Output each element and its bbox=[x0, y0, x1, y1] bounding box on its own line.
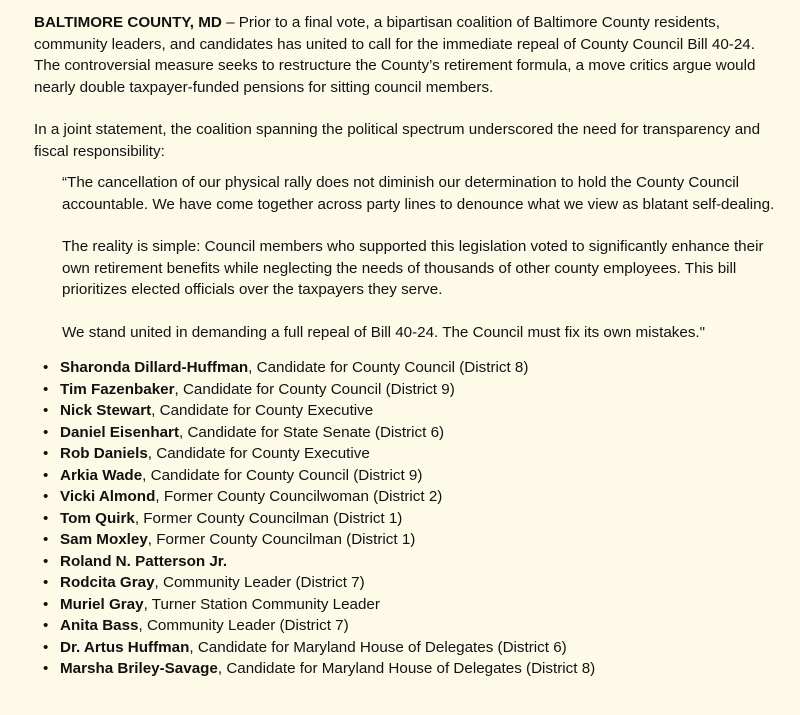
signer-name: Vicki Almond bbox=[60, 488, 156, 505]
signer-name: Daniel Eisenhart bbox=[60, 423, 180, 441]
signer-item bbox=[43, 465, 782, 487]
signer-name: Rodcita Gray bbox=[60, 574, 155, 591]
signers-list bbox=[34, 357, 782, 680]
quote-paragraph: The reality is simple: Council members who supported this legislation voted to significantly enhance their own retirement benefits while neglecting the needs of thousands of other county employees. This bill prioritizes elected officials over the taxpayers they serve. bbox=[62, 238, 764, 298]
signer-item bbox=[43, 508, 782, 530]
bullet-icon: • bbox=[43, 359, 49, 376]
signer-role: , Candidate for Maryland House of Delegates (District 6) bbox=[189, 638, 567, 656]
signer-name: Tom Quirk bbox=[60, 509, 135, 527]
bullet-icon: • bbox=[43, 423, 49, 441]
dateline: BALTIMORE COUNTY, MD bbox=[34, 14, 222, 31]
signer-item bbox=[43, 572, 782, 594]
signer-name: Arkia Wade bbox=[60, 466, 143, 484]
signer-role: , Candidate for County Council (District 9) bbox=[142, 466, 423, 484]
signer-role: , Turner Station Community Leader bbox=[143, 595, 380, 613]
signer-name: Rob Daniels bbox=[60, 445, 148, 462]
bullet-icon: • bbox=[43, 574, 49, 591]
signer-item bbox=[43, 551, 782, 573]
signer-role: , Former County Councilwoman (District 2) bbox=[155, 488, 443, 505]
lede-paragraph bbox=[34, 12, 782, 98]
signer-name: Marsha Briley-Savage bbox=[60, 660, 218, 677]
lede-text: – Prior to a final vote, a bipartisan coalition of Baltimore County residents, community leaders, and candidates has united to call for the immediate repeal of County Council Bill 40-24. The controversial measure seeks to restructure the County’s retirement formula, a move critics argue would nearly double taxpayer-funded pensions for sitting council members. bbox=[34, 14, 756, 96]
signer-role: , Candidate for State Senate (District 6) bbox=[179, 423, 445, 441]
signer-name: Anita Bass bbox=[60, 617, 139, 634]
signer-item bbox=[43, 637, 782, 659]
signer-item bbox=[43, 658, 782, 680]
signer-name: Dr. Artus Huffman bbox=[60, 638, 190, 656]
quote-paragraph: We stand united in demanding a full repeal of Bill 40-24. The Council must fix its own mistakes." bbox=[62, 323, 706, 341]
bullet-icon: • bbox=[43, 380, 49, 398]
bullet-icon: • bbox=[43, 488, 49, 505]
signer-name: Sharonda Dillard-Huffman bbox=[60, 359, 249, 376]
signer-role: , Former County Councilman (District 1) bbox=[147, 531, 416, 548]
signer-role: , Former County Councilman (District 1) bbox=[134, 509, 403, 527]
joint-statement-quote bbox=[62, 172, 782, 343]
intro-paragraph: In a joint statement, the coalition spanning the political spectrum underscored the need for transparency and fiscal responsibility: bbox=[34, 121, 761, 160]
bullet-icon: • bbox=[43, 595, 49, 613]
signer-item bbox=[43, 400, 782, 422]
signer-item bbox=[43, 594, 782, 616]
signer-role: , Candidate for County Executive bbox=[147, 445, 370, 462]
signer-item bbox=[43, 443, 782, 465]
signer-role: , Candidate for Maryland House of Delegates (District 8) bbox=[217, 660, 596, 677]
signer-name: Muriel Gray bbox=[60, 595, 144, 613]
bullet-icon: • bbox=[43, 531, 49, 548]
bullet-icon: • bbox=[43, 660, 49, 677]
signer-name: Sam Moxley bbox=[60, 531, 148, 548]
quote-paragraph: “The cancellation of our physical rally does not diminish our determination to hold the County Council accountable. We have come together across party lines to denounce what we view as blatant self-dealing. bbox=[62, 174, 775, 213]
bullet-icon: • bbox=[43, 638, 49, 656]
signer-role: , Community Leader (District 7) bbox=[138, 617, 349, 634]
signer-name: Roland N. Patterson Jr. bbox=[60, 552, 228, 570]
signer-item bbox=[43, 357, 782, 379]
signer-role: , Candidate for County Council (District 8) bbox=[248, 359, 529, 376]
signer-item bbox=[43, 529, 782, 551]
signer-item bbox=[43, 379, 782, 401]
signer-item bbox=[43, 615, 782, 637]
bullet-icon: • bbox=[43, 445, 49, 462]
bullet-icon: • bbox=[43, 509, 49, 527]
signer-name: Nick Stewart bbox=[60, 402, 152, 419]
signer-role: , Candidate for County Council (District 9) bbox=[174, 380, 455, 398]
bullet-icon: • bbox=[43, 466, 49, 484]
signer-name: Tim Fazenbaker bbox=[60, 380, 175, 398]
signer-role: , Candidate for County Executive bbox=[151, 402, 374, 419]
bullet-icon: • bbox=[43, 617, 49, 634]
signer-role: , Community Leader (District 7) bbox=[154, 574, 365, 591]
signer-item bbox=[43, 422, 782, 444]
bullet-icon: • bbox=[43, 552, 49, 570]
signer-item bbox=[43, 486, 782, 508]
bullet-icon: • bbox=[43, 402, 49, 419]
